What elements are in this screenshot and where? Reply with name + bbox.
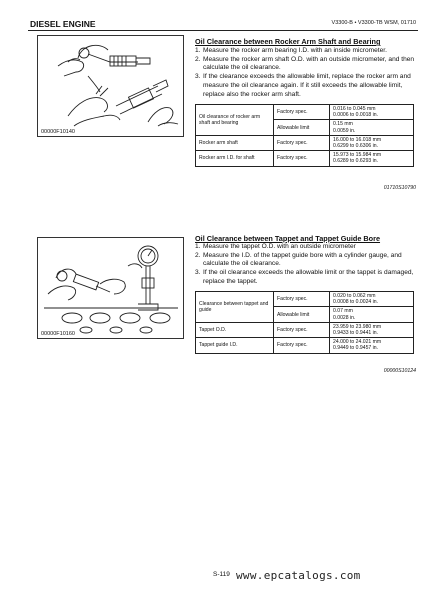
header-left: DIESEL ENGINE bbox=[30, 19, 96, 29]
table-cell-spec: Factory spec. bbox=[274, 292, 330, 307]
watermark: www.epcatalogs.com bbox=[236, 569, 361, 582]
table-cell-spec: Factory spec. bbox=[274, 338, 330, 353]
section-code: 00000S10124 bbox=[383, 368, 416, 374]
header-right: V3300-B • V3300-TB WSM, 01710 bbox=[331, 20, 416, 26]
figure-tappet bbox=[37, 237, 184, 339]
table-row bbox=[196, 292, 414, 307]
procedure-step: 2. Measure the rocker arm shaft O.D. with an outside micrometer, and then calculate the oil clearance. bbox=[195, 55, 415, 72]
table-cell-item: Tappet guide I.D. bbox=[196, 338, 274, 353]
figure-rocker-arm bbox=[37, 35, 184, 137]
table-cell-spec: Factory spec. bbox=[274, 105, 330, 120]
procedure-step: 3. If the oil clearance exceeds the allowable limit or the tappet is damaged, replace the tappet. bbox=[195, 269, 414, 285]
table-cell-value: 0.020 to 0.062 mm 0.0008 to 0.0024 in. bbox=[330, 292, 414, 307]
table-cell-value: 24.000 to 24.021 mm 0.9449 to 0.9457 in. bbox=[330, 338, 414, 353]
table-cell-value: 15.973 to 15.984 mm 0.6289 to 0.6293 in. bbox=[330, 151, 414, 166]
table-row bbox=[196, 105, 414, 120]
table-cell-value: 0.15 mm 0.0059 in. bbox=[330, 120, 414, 135]
table-row bbox=[196, 135, 414, 150]
table-cell-spec: Allowable limit bbox=[274, 120, 330, 135]
table-cell-value: 0.07 mm 0.0028 in. bbox=[330, 307, 414, 322]
table-cell-item: Rocker arm shaft bbox=[196, 135, 274, 150]
table-cell-value: 0.016 to 0.045 mm 0.0006 to 0.0018 in. bbox=[330, 105, 414, 120]
table-cell-spec: Factory spec. bbox=[274, 322, 330, 337]
procedure-step: 1. Measure the tappet O.D. with an outside micrometer bbox=[195, 243, 356, 250]
table-cell-spec: Allowable limit bbox=[274, 307, 330, 322]
section-code: 01710S10790 bbox=[383, 185, 416, 191]
table-cell-item: Oil clearance of rocker arm shaft and bearing bbox=[196, 105, 274, 136]
table-cell-item: Rocker arm I.D. for shaft bbox=[196, 151, 274, 166]
table-cell-item: Clearance between tappet and guide bbox=[196, 292, 274, 323]
section-title: Oil Clearance between Tappet and Tappet Guide Bore bbox=[195, 234, 381, 243]
rocker-arm-measurement-illustration bbox=[38, 36, 183, 136]
procedure-steps bbox=[195, 47, 417, 99]
page-number: S-119 bbox=[213, 571, 230, 578]
procedure-steps bbox=[195, 243, 417, 287]
table-cell-spec: Factory spec. bbox=[274, 135, 330, 150]
procedure-step: 1. Measure the rocker arm bearing I.D. with an inside micrometer. bbox=[195, 47, 387, 54]
table-cell-item: Tappet O.D. bbox=[196, 322, 274, 337]
tappet-measurement-illustration bbox=[38, 238, 183, 338]
table-row bbox=[196, 322, 414, 337]
spec-table bbox=[195, 104, 414, 167]
table-cell-value: 16.000 to 16.018 mm 0.6299 to 0.6306 in. bbox=[330, 135, 414, 150]
figure-label: 00000F10160 bbox=[41, 331, 75, 337]
procedure-step: 3. If the clearance exceeds the allowable limit, replace the rocker arm and measure the oil clearance again. If it still exceeds the allowable limit, replace also the rocker arm shaft. bbox=[195, 73, 411, 98]
table-row bbox=[196, 151, 414, 166]
spec-table bbox=[195, 291, 414, 354]
table-cell-value: 23.959 to 23.980 mm 0.9433 to 0.9441 in. bbox=[330, 322, 414, 337]
figure-label: 00000F10140 bbox=[41, 129, 75, 135]
procedure-step: 2. Measure the I.D. of the tappet guide bore with a cylinder gauge, and calculate the oil clearance. bbox=[195, 251, 402, 268]
section-title: Oil Clearance between Rocker Arm Shaft and Bearing bbox=[195, 37, 381, 46]
header-rule bbox=[28, 30, 418, 31]
table-row bbox=[196, 338, 414, 353]
table-cell-spec: Factory spec. bbox=[274, 151, 330, 166]
